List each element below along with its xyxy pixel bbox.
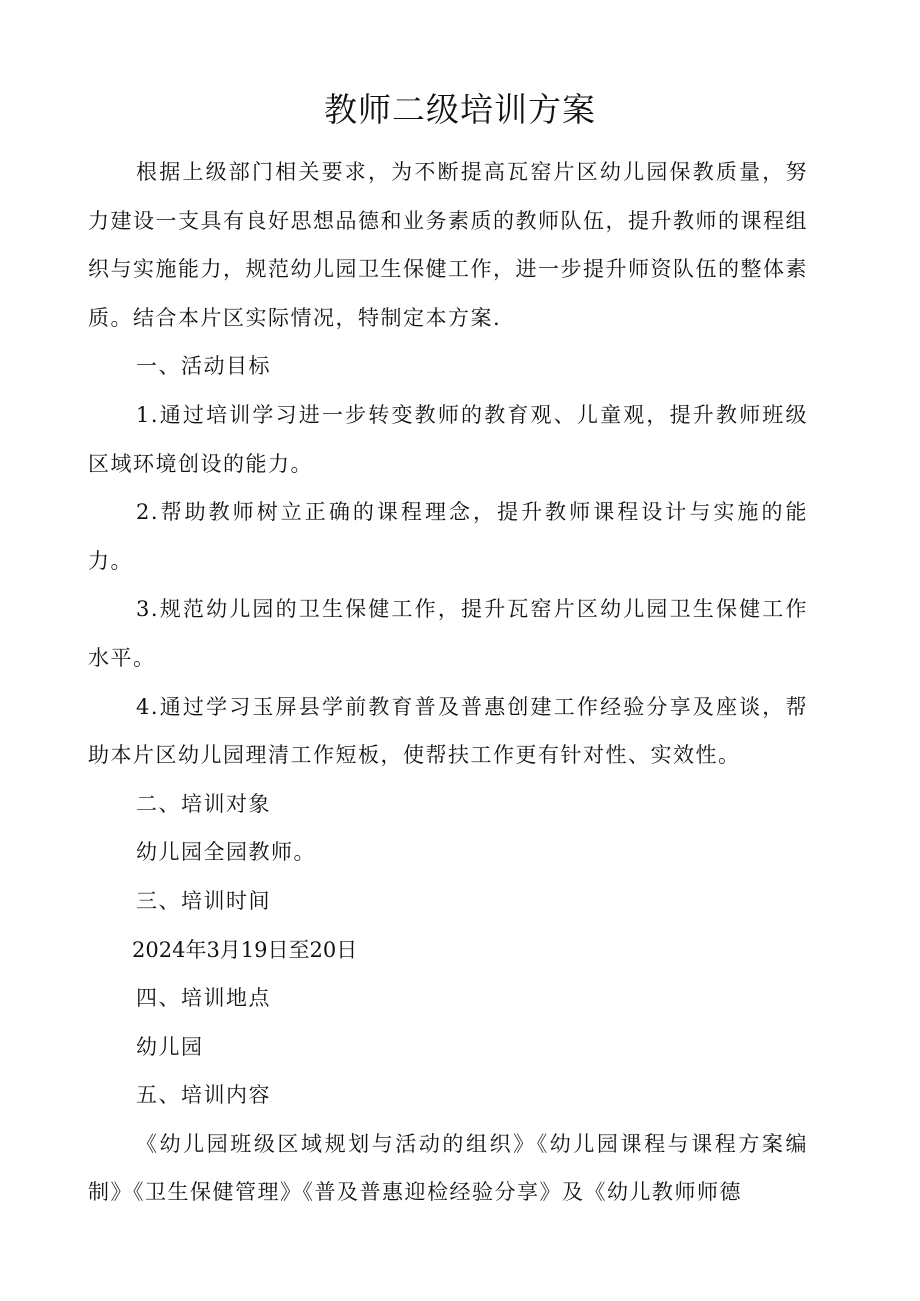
content-text: 《幼儿园班级区域规划与活动的组织》《幼儿园课程与课程方案编制》《卫生保健管理》《普及普惠迎检经验分享》及《幼儿教师师德 [88,1131,808,1205]
time-text: 2024年3月19日至20日 [132,937,358,962]
section-heading-location: 四、培训地点 [136,986,271,1011]
location-text: 幼儿园 [136,1034,204,1059]
goal-item: 1.通过培训学习进一步转变教师的教育观、儿童观，提升教师班级区域环境创设的能力。 [88,402,808,476]
intro-paragraph: 根据上级部门相关要求，为不断提高瓦窑片区幼儿园保教质量，努力建设一支具有良好思想品德和业务素质的教师队伍，提升教师的课程组织与实施能力，规范幼儿园卫生保健工作，进一步提升师资队伍的整体素质。结合本片区实际情况，特制定本方案. [88,160,808,330]
target-text: 幼儿园全园教师。 [136,840,316,865]
goal-item: 4.通过学习玉屏县学前教育普及普惠创建工作经验分享及座谈，帮助本片区幼儿园理清工作短板，使帮扶工作更有针对性、实效性。 [88,694,808,768]
section-heading-target: 二、培训对象 [136,791,271,816]
section-heading-content: 五、培训内容 [136,1083,271,1108]
goal-item: 2.帮助教师树立正确的课程理念，提升教师课程设计与实施的能力。 [88,500,808,573]
document-title: 教师二级培训方案 [324,90,596,129]
goal-item: 3.规范幼儿园的卫生保健工作，提升瓦窑片区幼儿园卫生保健工作水平。 [88,597,808,670]
section-heading-time: 三、培训时间 [136,888,271,913]
document-body [88,148,808,1217]
section-heading-goals: 一、活动目标 [136,354,271,379]
